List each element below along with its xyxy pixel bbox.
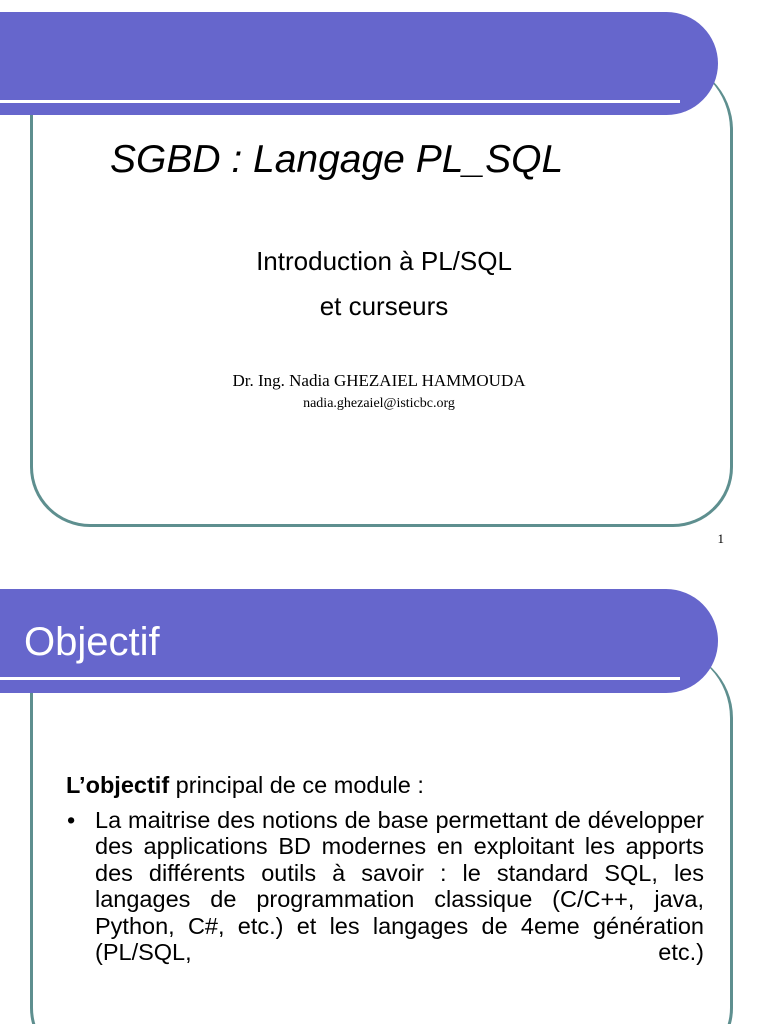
slide-title: SGBD : Langage PL_SQL <box>110 138 564 181</box>
intro-text: principal de ce module : <box>169 772 424 798</box>
bullet-text: La maitrise des notions de base permettant de développer des applications BD modernes en exploitant les apports des différents outils à savoir : le standard SQL, les langages de programmation classique (C/C++, java, Python, C#, etc.) et les langages de 4eme génération (PL/SQL, etc.) <box>95 806 704 965</box>
slide-content <box>66 772 704 966</box>
page-number: 1 <box>717 531 724 546</box>
bullet-dot-icon: • <box>67 806 76 833</box>
author-email: nadia.ghezaiel@isticbc.org <box>303 396 455 411</box>
subtitle-line-1: Introduction à PL/SQL <box>256 246 512 276</box>
intro-bold: L’objectif <box>66 772 170 798</box>
bullet-item <box>66 807 704 966</box>
intro-paragraph <box>66 772 704 799</box>
banner-divider <box>0 677 680 680</box>
subtitle-line-2: et curseurs <box>319 291 449 321</box>
banner-divider <box>0 100 680 103</box>
author-name: Dr. Ing. Nadia GHEZAIEL HAMMOUDA <box>232 371 526 390</box>
slide-title: Objectif <box>24 620 160 664</box>
slide-2 <box>0 578 768 1024</box>
